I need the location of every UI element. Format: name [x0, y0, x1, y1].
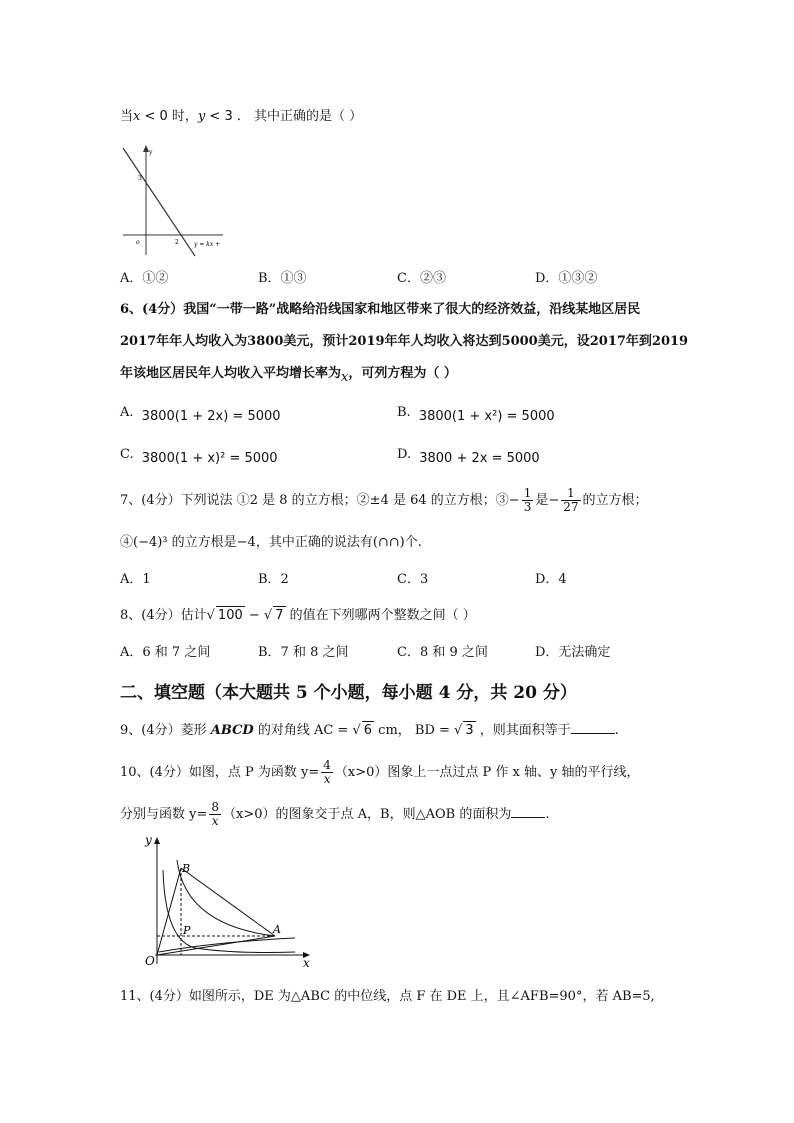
q10-line1-tail: （x>0）图象上一点过点 P 作 x 轴、y 轴的平行线，: [334, 765, 640, 780]
q5-condition-line: [120, 108, 362, 126]
q5-var-y: y: [197, 109, 206, 124]
q7-option-a[interactable]: A．1: [120, 572, 151, 587]
q10-graph-label-a: A: [273, 923, 281, 936]
q10-line-1: [120, 756, 640, 790]
q10-line2-tail: （x>0）的图象交于点 A，B，则△AOB 的面积为: [223, 807, 512, 822]
q10-frac1-num: 4: [323, 758, 331, 772]
q8-option-c[interactable]: C．8 和 9 之间: [397, 645, 488, 660]
q9-bd-text: cm， BD =: [374, 723, 455, 738]
q8-text: 8、(4分）估计: [120, 608, 207, 623]
q5-option-c[interactable]: C．②③: [397, 271, 446, 286]
q8-radicand-100: 100: [217, 608, 243, 623]
q10-frac2-den: x: [211, 814, 219, 828]
q10-graph-label-x: x: [303, 956, 310, 970]
q5-cond-lt3: < 3: [205, 109, 233, 124]
q6-option-c-letter: C.: [120, 447, 134, 462]
q9-line: 9、(4分）菱形 ABCD 的对角线 AC = √ 6 cm， BD = √ 3 ，则其面积等于 .: [120, 723, 619, 738]
q10-graph-label-y: y: [145, 833, 152, 847]
q10-line2-text: 分别与函数 y=: [120, 807, 208, 822]
q8-option-a[interactable]: A．6 和 7 之间: [120, 645, 211, 660]
q6-option-b[interactable]: [397, 405, 555, 426]
q9-ac-text: 的对角线 AC =: [253, 723, 353, 738]
q8-radicand-7: 7: [275, 608, 284, 623]
q9-answer-blank[interactable]: [571, 733, 615, 734]
q7-fraction-1-3: [522, 487, 534, 514]
q6-line-3: [120, 365, 457, 383]
q10-hyperbola-graph: [135, 830, 315, 970]
q6-option-c[interactable]: [120, 447, 278, 468]
q7-line1-tail: 的立方根；: [582, 493, 648, 508]
q8-minus: −: [244, 608, 264, 623]
q11-line-1: 11、(4分）如图所示，DE 为△ABC 的中位线，点 F 在 DE 上，且∠AFB=90°，若 AB=5,: [120, 989, 655, 1004]
q8-option-b[interactable]: B．7 和 8 之间: [258, 645, 349, 660]
q6-option-b-letter: B.: [397, 405, 411, 420]
q6-option-b-expr: 3800(1 + x²) = 5000: [418, 409, 555, 424]
q7-frac1-den: 3: [523, 500, 532, 514]
q8-line: 8、(4分）估计√ 100 − √ 7 的值在下列哪两个整数之间（ ）: [120, 608, 476, 623]
q8-option-d[interactable]: D．无法确定: [535, 645, 611, 660]
q6-line3-text: 年该地区居民年人均收入平均增长率为: [120, 366, 342, 381]
q7-frac2-den: 27: [563, 500, 579, 514]
q5-graph-label-y: y: [149, 149, 153, 156]
q5-cond-text: 时，: [167, 109, 198, 124]
q10-frac1-den: x: [323, 772, 331, 786]
q5-graph-label-2: 2: [175, 239, 179, 246]
q9-rhombus-name: ABCD: [210, 723, 254, 738]
q10-fraction-4-x: [321, 759, 333, 786]
q9-text: 9、(4分）菱形: [120, 723, 211, 738]
q7-option-b[interactable]: B．2: [258, 572, 289, 587]
q7-line-1: [120, 486, 648, 516]
q10-answer-blank[interactable]: [511, 817, 545, 818]
q5-option-b[interactable]: B．①③: [258, 271, 307, 286]
q10-graph-label-o: O: [145, 954, 155, 968]
q9-radicand-3: 3: [465, 723, 474, 738]
q7-frac1-num: 1: [523, 486, 532, 500]
q9-radicand-6: 6: [363, 723, 373, 738]
q9-text-tail: ，则其面积等于: [475, 723, 571, 738]
q5-cond-text: 当: [120, 109, 134, 124]
q7-option-c[interactable]: C．3: [397, 572, 429, 587]
q6-option-d[interactable]: [397, 447, 540, 468]
q5-graph-label-line: y = kx +: [194, 241, 221, 248]
q7-option-d[interactable]: D．4: [535, 572, 567, 587]
q6-line3-tail: ，可列方程为（ ）: [348, 366, 457, 381]
q6-option-d-letter: D.: [397, 447, 412, 462]
q5-line-graph: [118, 140, 230, 260]
q5-option-a[interactable]: A．①②: [120, 271, 169, 286]
q7-fraction-1-27: [561, 487, 580, 514]
q6-option-d-expr: 3800 + 2x = 5000: [419, 451, 540, 466]
q10-fraction-8-x: [209, 801, 221, 828]
q6-option-c-expr: 3800(1 + x)² = 5000: [141, 451, 278, 466]
q5-question-tail: ． 其中正确的是（ ）: [232, 109, 363, 124]
q5-option-d[interactable]: D．①③②: [535, 271, 598, 286]
q10-frac2-num: 8: [211, 800, 220, 814]
q10-graph-label-b: B: [182, 862, 191, 875]
q7-frac2-num: 1: [561, 487, 580, 501]
q10-graph-label-p: P: [183, 924, 191, 937]
q7-line1-mid: 是−: [535, 493, 560, 508]
q8-text-tail: 的值在下列哪两个整数之间（ ）: [285, 608, 476, 623]
q7-line1-text: 7、(4分）下列说法 ①2 是 8 的立方根；②±4 是 64 的立方根；③−: [120, 493, 520, 508]
q5-var-x: x: [133, 109, 141, 124]
q10-line1-text: 10、(4分）如图，点 P 为函数 y=: [120, 765, 320, 780]
q5-graph-label-3: 3: [138, 175, 142, 182]
q6-option-a-expr: 3800(1 + 2x) = 5000: [141, 409, 281, 424]
q6-option-a[interactable]: [120, 405, 281, 426]
q6-line-1: 6、(4分）我国“一带一路”战略给沿线国家和地区带来了很大的经济效益，沿线某地区居民: [120, 302, 641, 317]
q5-cond-lt0: < 0: [140, 109, 168, 124]
q7-line-2: ④(−4)³ 的立方根是−4，其中正确的说法有(∩∩)个.: [120, 535, 422, 550]
q6-line-2: 2017年年人均收入为3800美元，预计2019年年人均收入将达到5000美元，设2017年到2019: [120, 334, 689, 349]
q6-option-a-letter: A.: [120, 405, 134, 420]
section-heading-fill-in: 二、填空题（本大题共 5 个小题，每小题 4 分，共 20 分）: [120, 683, 577, 703]
q6-var-x: x: [341, 370, 349, 385]
q5-graph-label-o: o: [136, 239, 140, 246]
q10-line-2: 分别与函数 y= $\frac{8}{x}$ （x>0）的图象交于点 A，B，则△AOB 的面积为 .: [120, 800, 550, 828]
